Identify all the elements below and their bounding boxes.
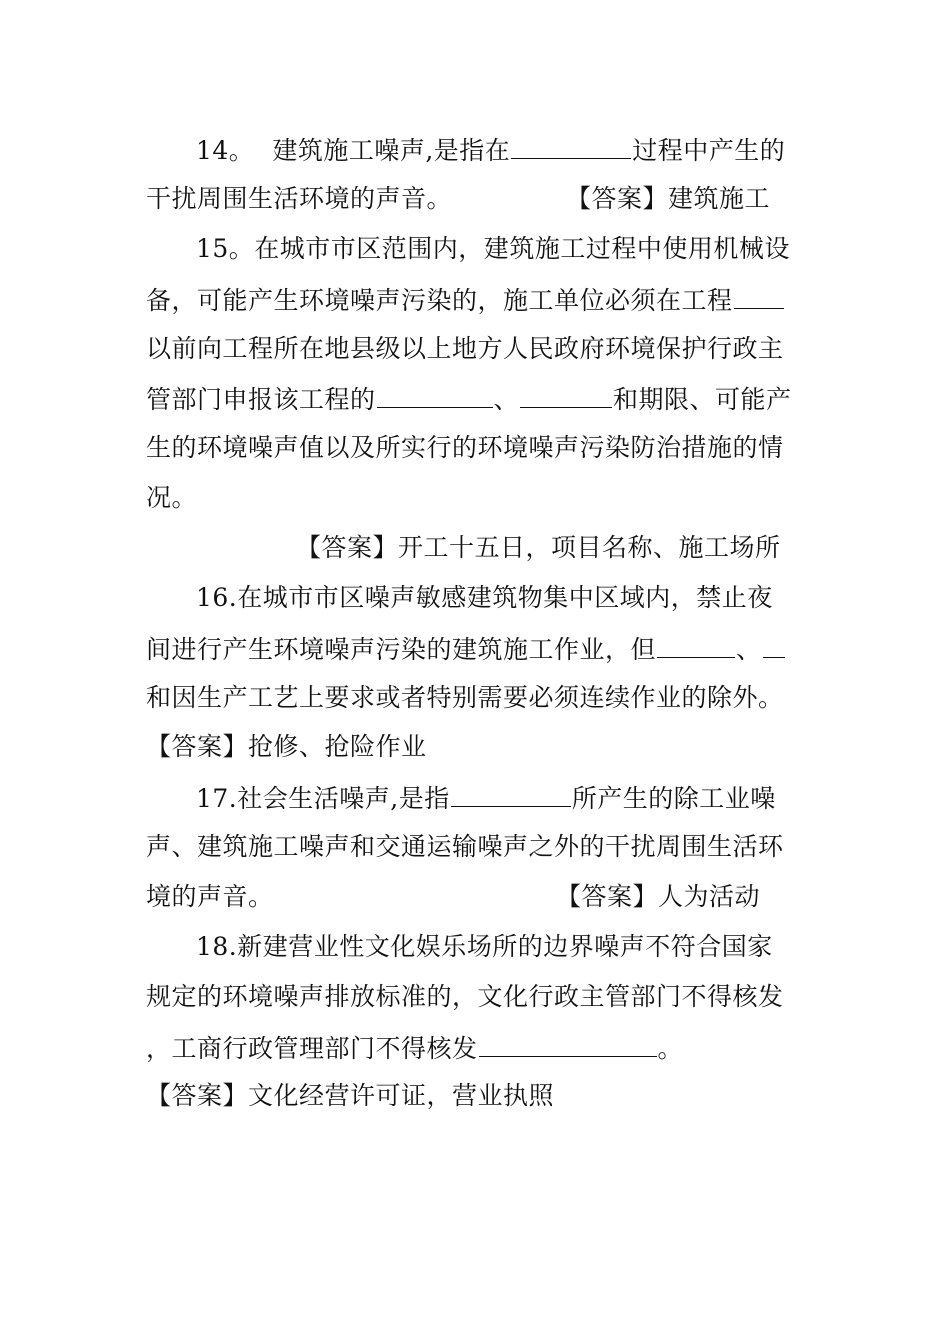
question-17-line-3: 境的声音。	[146, 882, 274, 911]
question-15-line-3: 以前向工程所在地县级以上地方人民政府环境保护行政主	[146, 334, 784, 363]
question-18-line-1: 18.新建营业性文化娱乐场所的边界噪声不符合国家	[196, 932, 773, 961]
question-18-line-3	[146, 1030, 683, 1064]
question-15-line-2	[146, 282, 785, 316]
fill-blank	[451, 780, 571, 807]
question-text: 干扰周围生活环境的声音。	[146, 184, 453, 213]
question-15-line-5: 生的环境噪声值以及所实行的环境噪声污染防治措施的情	[146, 433, 784, 462]
question-14-line-1	[196, 132, 785, 166]
question-16-line-2	[146, 631, 786, 665]
answer-14: 【答案】建筑施工	[566, 184, 771, 213]
question-text: 管部门申报该工程的	[146, 385, 376, 414]
question-17-line-1	[196, 780, 776, 814]
question-number: 14。	[196, 136, 255, 165]
answer-17: 【答案】人为活动	[556, 882, 761, 911]
question-text: 和期限、可能产	[613, 385, 792, 414]
question-15-line-6: 况。	[146, 483, 198, 512]
question-18-line-2: 规定的环境噪声排放标准的，文化行政主管部门不得核发	[146, 982, 784, 1011]
question-text: 过程中产生的	[632, 136, 786, 165]
question-text: 、	[493, 385, 520, 414]
fill-blank	[763, 631, 785, 658]
question-text: 间进行产生环境噪声污染的建筑施工作业，但	[146, 635, 657, 664]
question-text: 17.社会生活噪声,是指	[196, 784, 450, 813]
question-17-line-2: 声、建筑施工噪声和交通运输噪声之外的干扰周围生活环	[146, 832, 784, 861]
question-text: 。	[657, 1034, 684, 1063]
question-15-line-1: 15。在城市市区范围内，建筑施工过程中使用机械设	[196, 234, 790, 263]
answer-15: 【答案】开工十五日，项目名称、施工场所	[296, 533, 781, 562]
question-text: 备，可能产生环境噪声污染的，施工单位必须在工程	[146, 286, 733, 315]
question-text: 所产生的除工业噪	[571, 784, 776, 813]
question-15-line-4	[146, 381, 792, 415]
fill-blank	[520, 381, 612, 408]
fill-blank	[734, 282, 784, 309]
fill-blank	[479, 1030, 657, 1057]
fill-blank	[377, 381, 493, 408]
question-text: ，工商行政管理部门不得核发	[146, 1034, 478, 1063]
answer-18: 【答案】文化经营许可证，营业执照	[146, 1081, 555, 1110]
question-14-line-2	[146, 182, 452, 216]
question-text: 建筑施工噪声,是指在	[272, 136, 511, 165]
answer-16: 【答案】抢修、抢险作业	[146, 732, 427, 761]
question-16-line-1: 16.在城市市区噪声敏感建筑物集中区域内，禁止夜	[196, 583, 773, 612]
fill-blank	[511, 132, 631, 159]
fill-blank	[657, 631, 735, 658]
question-16-line-3: 和因生产工艺上要求或者特别需要必须连续作业的除外。	[146, 683, 784, 712]
question-text: 、	[736, 635, 762, 664]
